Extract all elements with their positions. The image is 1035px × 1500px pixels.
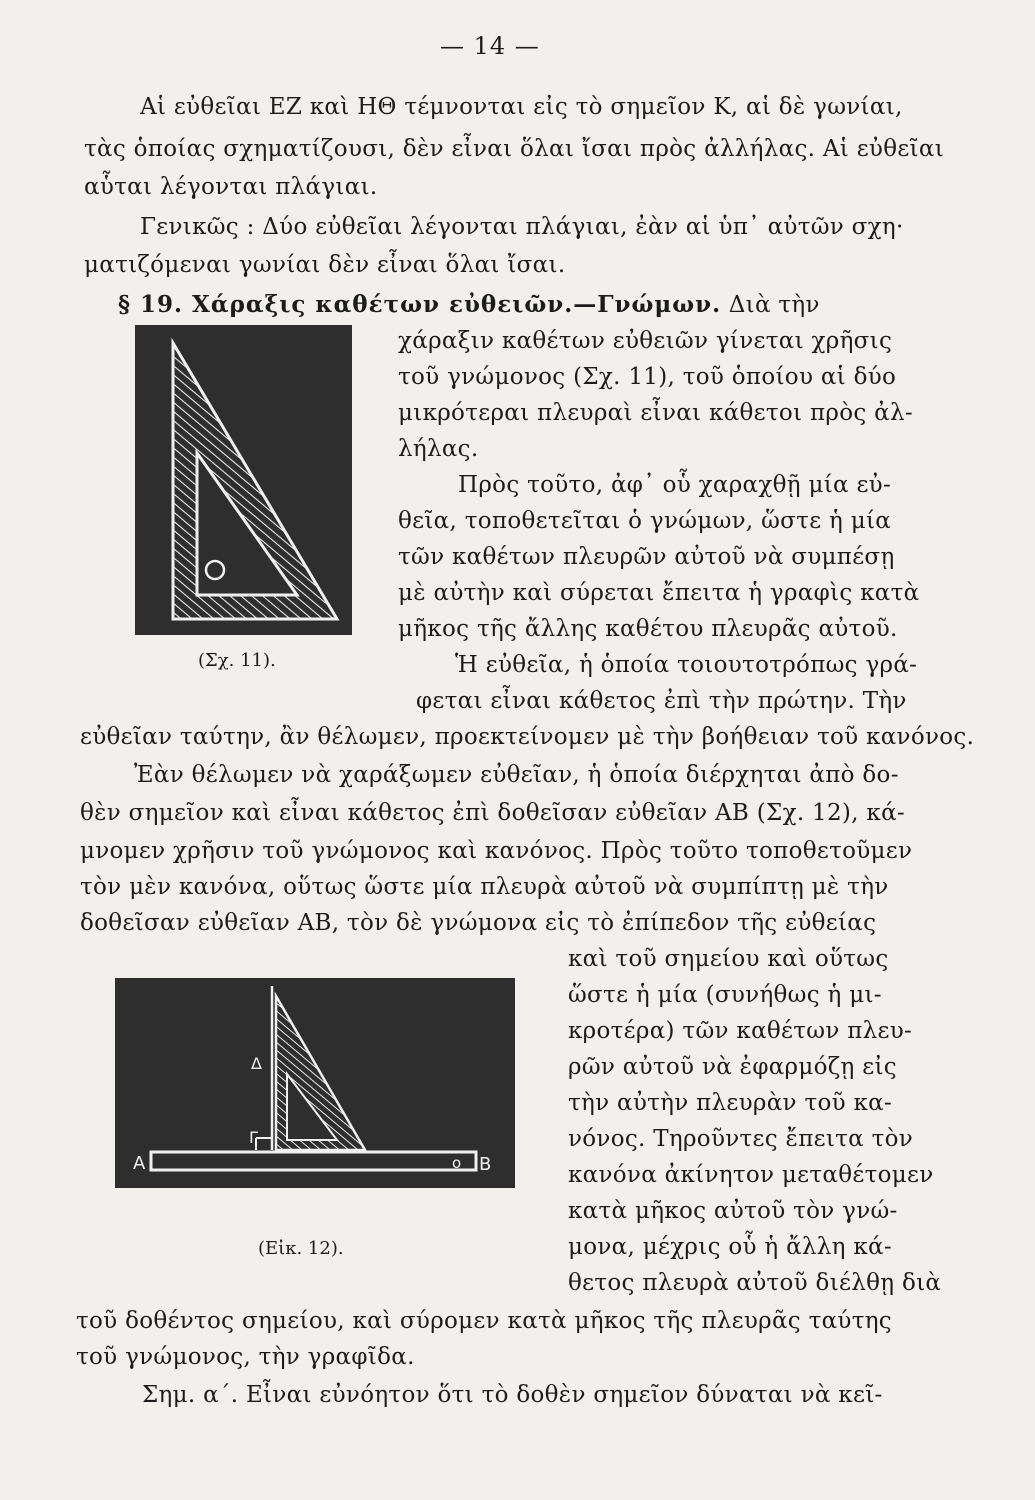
text-line: Ἡ εὐθεῖα, ἡ ὁποία τοιουτοτρόπως γρά- — [455, 652, 918, 678]
text-line: Σημ. α΄. Εἶναι εὐνόητον ὅτι τὸ δοθὲν σημεῖον δύναται νὰ κεῖ- — [142, 1382, 883, 1408]
text-line: Πρὸς τοῦτο, ἀφ᾽ οὗ χαραχθῇ μία εὐ- — [458, 472, 892, 498]
text-line: θὲν σημεῖον καὶ εἶναι κάθετος ἐπὶ δοθεῖσαν εὐθεῖαν ΑΒ (Σχ. 12), κά- — [80, 800, 905, 826]
text-line: κανόνα ἀκίνητον μεταθέτομεν — [568, 1162, 934, 1188]
text-line: φεται εἶναι κάθετος ἐπὶ τὴν πρώτην. Τὴν — [416, 688, 907, 714]
text-line: τῶν καθέτων πλευρῶν αὐτοῦ νὰ συμπέσῃ — [398, 544, 895, 570]
text-line: τοῦ γνώμονος, τὴν γραφῖδα. — [76, 1344, 415, 1370]
text-line: εὐθεῖαν ταύτην, ἂν θέλωμεν, προεκτείνομεν μὲ τὴν βοήθειαν τοῦ κανόνος. — [80, 724, 975, 750]
text-line: Αἱ εὐθεῖαι ΕΖ καὶ ΗΘ τέμνονται εἰς τὸ σημεῖον Κ, αἱ δὲ γωνίαι, — [140, 94, 903, 120]
text-line: τοῦ δοθέντος σημείου, καὶ σύρομεν κατὰ μῆκος τῆς πλευρᾶς ταύτης — [76, 1308, 892, 1334]
text-line: μῆκος τῆς ἄλλης καθέτου πλευρᾶς αὐτοῦ. — [398, 616, 898, 642]
text-line: κατὰ μῆκος αὐτοῦ τὸν γνώ- — [568, 1198, 898, 1224]
section-heading-tail: Διὰ τὴν — [728, 292, 820, 318]
text-line: θετος πλευρὰ αὐτοῦ διέλθῃ διὰ — [568, 1270, 942, 1296]
text-line: ματιζόμεναι γωνίαι δὲν εἶναι ὅλαι ἴσαι. — [84, 252, 566, 278]
figure-11-set-square — [135, 325, 352, 635]
section-heading-line — [118, 290, 820, 320]
text-line: χάραξιν καθέτων εὐθειῶν γίνεται χρῆσις — [398, 328, 893, 354]
text-line: θεῖα, τοποθετεῖται ὁ γνώμων, ὥστε ἡ μία — [398, 508, 892, 534]
text-line: νόνος. Τηροῦντες ἔπειτα τὸν — [568, 1126, 914, 1152]
figure-11-caption: (Σχ. 11). — [198, 650, 276, 671]
figure-12-square-on-ruler — [115, 978, 515, 1188]
point-gamma-label: Γ — [249, 1128, 258, 1147]
point-delta-label: Δ — [251, 1054, 262, 1073]
figure-12-caption: (Εἰκ. 12). — [258, 1238, 344, 1259]
text-line: λήλας. — [398, 436, 479, 462]
text-line: ρῶν αὐτοῦ νὰ ἐφαρμόζῃ εἰς — [568, 1054, 897, 1080]
text-line: καὶ τοῦ σημείου καὶ οὕτως — [568, 946, 889, 972]
set-square-drawing — [135, 325, 352, 635]
text-line: Γενικῶς : Δύο εὐθεῖαι λέγονται πλάγιαι, ἐὰν αἱ ὑπ᾽ αὐτῶν σχη· — [140, 214, 904, 240]
text-line: ὥστε ἡ μία (συνήθως ἡ μι- — [568, 982, 882, 1008]
page-number: — 14 — — [440, 32, 540, 60]
text-line: Ἐὰν θέλωμεν νὰ χαράξωμεν εὐθεῖαν, ἡ ὁποία διέρχηται ἀπὸ δο- — [134, 762, 899, 788]
text-line: μὲ αὐτὴν καὶ σύρεται ἔπειτα ἡ γραφὶς κατὰ — [398, 580, 920, 606]
text-line: μνομεν χρῆσιν τοῦ γνώμονος καὶ κανόνος. Πρὸς τοῦτο τοποθετοῦμεν — [80, 838, 913, 864]
text-line: κροτέρα) τῶν καθέτων πλευ- — [568, 1018, 913, 1044]
text-line: μικρότεραι πλευραὶ εἶναι κάθετοι πρὸς ἀλ- — [398, 400, 913, 426]
text-line: αὗται λέγονται πλάγιαι. — [84, 174, 378, 200]
point-a-label: Α — [133, 1153, 146, 1174]
section-heading: § 19. Χάραξις καθέτων εὐθειῶν.—Γνώμων. — [118, 291, 722, 318]
point-b-label: Β — [479, 1154, 492, 1175]
ruler-hole-label: o — [452, 1154, 462, 1172]
text-line: τὸν μὲν κανόνα, οὕτως ὥστε μία πλευρὰ αὐτοῦ νὰ συμπίπτῃ μὲ τὴν — [80, 874, 889, 900]
square-ruler-drawing — [115, 978, 515, 1188]
text-line: τοῦ γνώμονος (Σχ. 11), τοῦ ὁποίου αἱ δύο — [398, 364, 897, 390]
text-line: τὴν αὐτὴν πλευρὰν τοῦ κα- — [568, 1090, 893, 1116]
text-line: τὰς ὁποίας σχηματίζουσι, δὲν εἶναι ὅλαι ἴσαι πρὸς ἀλλήλας. Αἱ εὐθεῖαι — [84, 136, 945, 162]
text-line: δοθεῖσαν εὐθεῖαν ΑΒ, τὸν δὲ γνώμονα εἰς τὸ ἐπίπεδον τῆς εὐθείας — [80, 910, 877, 936]
text-line: μονα, μέχρις οὗ ἡ ἄλλη κά- — [568, 1234, 892, 1260]
